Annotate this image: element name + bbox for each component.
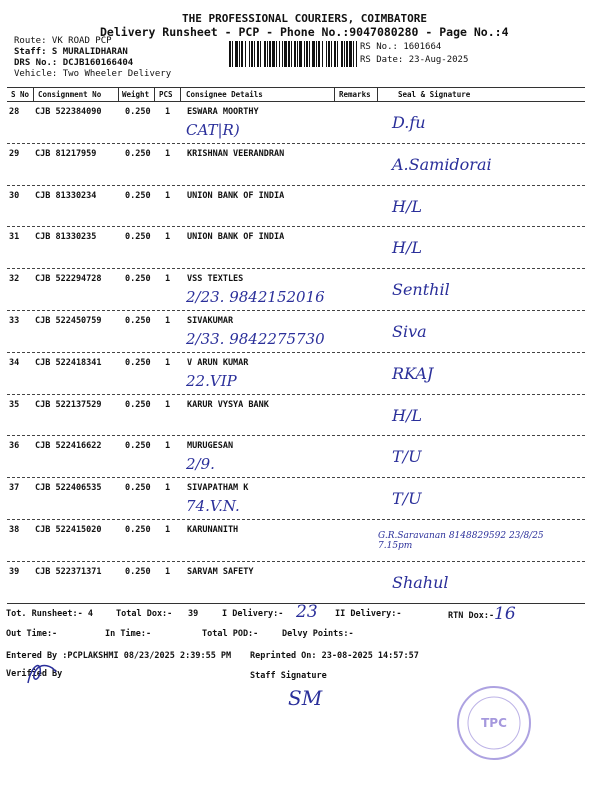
row-consignee: KARUNANITH (187, 525, 239, 535)
barcode-bar (337, 41, 338, 67)
row-consignment: CJB 522416622 (35, 441, 102, 452)
barcode-bar (276, 41, 277, 67)
handwritten-note: CAT|R) (186, 121, 240, 139)
barcode-bar (235, 41, 238, 67)
row-consignee: V ARUN KUMAR (187, 357, 249, 368)
route: Route: VK ROAD PCP (14, 36, 112, 46)
row-weight: 0.250 (125, 107, 151, 117)
row-separator (7, 519, 585, 520)
row-separator (7, 394, 585, 395)
col-seal-signature: Seal & Signature (398, 90, 471, 99)
row-sno: 33 (9, 316, 20, 326)
col-divider (180, 88, 181, 101)
row-sno: 34 (9, 357, 20, 368)
rtn-dox-value: 16 (494, 604, 516, 624)
row-weight: 0.250 (125, 232, 151, 243)
barcode-bar (254, 41, 255, 67)
row-consignment: CJB 81217959 (35, 148, 97, 159)
row-pcs: 1 (165, 483, 171, 494)
courier-stamp (455, 684, 533, 762)
barcode-bar (279, 41, 280, 67)
col-divider (33, 88, 34, 101)
total-pod: Total POD:- (202, 629, 259, 639)
handwritten-signature: Senthil (392, 280, 450, 300)
row-consignment: CJB 522418341 (35, 357, 102, 368)
delvy-points: Delvy Points:- (282, 629, 354, 639)
row-consignment: CJB 522371371 (35, 566, 102, 577)
row-pcs: 1 (165, 190, 171, 201)
staff-signature-label: Staff Signature (250, 671, 327, 681)
out-time: Out Time:- (6, 629, 58, 639)
barcode-bar (264, 41, 266, 67)
row-weight: 0.250 (125, 566, 151, 577)
row-sno: 32 (9, 274, 20, 285)
row-pcs: 1 (165, 399, 171, 410)
barcode-bar (344, 41, 345, 67)
stamp-text: TPC (481, 716, 507, 730)
runsheet-title: Delivery Runsheet - PCP - Phone No.:9047080280 - Page No.:4 (100, 25, 509, 39)
barcode-bar (269, 41, 271, 67)
handwritten-signature: T/U (392, 447, 422, 467)
row-consignment: CJB 522384090 (35, 107, 102, 117)
col-divider (334, 88, 335, 101)
barcode-bar (304, 41, 305, 67)
total-dox-value: 39 (188, 609, 199, 619)
i-delivery-label: I Delivery:- (222, 609, 284, 619)
handwritten-signature: Shahul (392, 572, 449, 592)
barcode-bar (299, 41, 302, 67)
barcode-bar (306, 41, 308, 67)
handwritten-signature: G.R.Saravanan 8148829592 23/8/25 7.15pm (378, 531, 544, 551)
rs-box (360, 41, 468, 67)
barcode-bar (328, 41, 330, 67)
tot-runsheet: Tot. Runsheet:- 4 (6, 609, 93, 619)
barcode-bar (322, 41, 323, 67)
row-separator (7, 435, 585, 436)
row-separator (7, 226, 585, 227)
row-sno: 37 (9, 483, 20, 494)
handwritten-note: 74.V.N. (186, 497, 240, 516)
barcode-bar (288, 41, 290, 67)
barcode-bar (316, 41, 317, 67)
handwritten-signature: Siva (392, 322, 427, 341)
row-separator (7, 352, 585, 353)
row-pcs: 1 (165, 525, 171, 535)
row-consignment: CJB 81330235 (35, 232, 97, 243)
handwritten-note: 2/33. 9842275730 (186, 330, 325, 348)
row-separator (7, 268, 585, 269)
row-pcs: 1 (165, 441, 171, 452)
barcode-bar (229, 41, 231, 67)
barcode-bar (326, 41, 327, 67)
row-consignment: CJB 81330234 (35, 190, 97, 201)
verifier-signature (22, 658, 62, 688)
route-info (14, 36, 171, 80)
row-consignment: CJB 522415020 (35, 525, 102, 535)
barcode-bar (260, 41, 261, 67)
row-weight: 0.250 (125, 190, 151, 201)
barcode-bar (331, 41, 332, 67)
col-consignee: Consignee Details (186, 90, 263, 99)
barcode-bar (309, 41, 310, 67)
staff-signature: SM (288, 686, 323, 710)
drs-number: DRS No.: DCJB160166404 (14, 58, 134, 68)
handwritten-signature: H/L (392, 238, 422, 258)
col-divider (118, 88, 119, 101)
row-consignee: MURUGESAN (187, 441, 234, 452)
barcode-bar (282, 41, 283, 67)
col-remarks: Remarks (339, 90, 371, 99)
reprinted-on: Reprinted On: 23-08-2025 14:57:57 (250, 651, 419, 661)
row-consignee: UNION BANK OF INDIA (187, 232, 285, 243)
ii-delivery-label: II Delivery:- (335, 609, 402, 619)
barcode-bar (334, 41, 336, 67)
row-pcs: 1 (165, 566, 171, 577)
barcode-bar (349, 41, 352, 67)
rs-number: RS No.: 1601664 (360, 42, 442, 52)
handwritten-signature: T/U (392, 489, 422, 509)
total-dox-label: Total Dox:- (116, 609, 173, 619)
barcode-bar (257, 41, 259, 67)
row-pcs: 1 (165, 274, 171, 285)
barcode-bar (284, 41, 287, 67)
row-consignee: KRISHNAN VEERANDRAN (187, 148, 285, 159)
barcode-bar (272, 41, 275, 67)
rtn-dox-label: RTN Dox:- (448, 611, 495, 621)
row-sno: 36 (9, 441, 20, 452)
handwritten-note: 2/23. 9842152016 (186, 288, 325, 307)
barcode-bar (353, 41, 354, 67)
row-consignee: UNION BANK OF INDIA (187, 190, 285, 201)
row-weight: 0.250 (125, 274, 151, 285)
handwritten-signature: H/L (392, 405, 422, 425)
row-sno: 28 (9, 107, 20, 117)
row-sno: 29 (9, 148, 20, 159)
row-separator (7, 561, 585, 562)
row-weight: 0.250 (125, 316, 151, 326)
barcode-bar (346, 41, 348, 67)
row-pcs: 1 (165, 316, 171, 326)
handwritten-signature: D.fu (392, 113, 426, 132)
barcode-bar (249, 41, 250, 67)
table-head-rule (7, 101, 585, 102)
col-consignment: Consignment No (38, 90, 102, 99)
row-weight: 0.250 (125, 441, 151, 452)
handwritten-signature: A.Samidorai (392, 154, 492, 174)
barcode-bar (294, 41, 296, 67)
company-name: THE PROFESSIONAL COURIERS, COIMBATORE (182, 12, 428, 25)
row-consignee: KARUR VYSYA BANK (187, 399, 269, 410)
row-pcs: 1 (165, 107, 171, 117)
barcode-bar (245, 41, 246, 67)
barcode-bar (241, 41, 243, 67)
row-consignee: ESWARA MOORTHY (187, 107, 259, 117)
col-divider (154, 88, 155, 101)
handwritten-note: 22.VIP (186, 371, 237, 390)
row-consignee: VSS TEXTLES (187, 274, 244, 285)
handwritten-signature: RKAJ (392, 363, 434, 383)
row-consignee: SIVAPATHAM K (187, 483, 249, 494)
col-divider (377, 88, 378, 101)
barcode-bar (239, 41, 240, 67)
rs-date: RS Date: 23-Aug-2025 (360, 55, 469, 65)
barcode-bar (291, 41, 292, 67)
row-sno: 30 (9, 190, 20, 201)
row-weight: 0.250 (125, 525, 151, 535)
staff: Staff: S MURALIDHARAN (14, 47, 128, 57)
row-sno: 31 (9, 232, 20, 243)
barcode-bar (312, 41, 315, 67)
entered-by: Entered By :PCPLAKSHMI 08/23/2025 2:39:55 PM (6, 651, 232, 661)
row-consignment: CJB 522406535 (35, 483, 102, 494)
row-weight: 0.250 (125, 148, 151, 159)
row-separator (7, 477, 585, 478)
barcode-bar (267, 41, 268, 67)
row-consignment: CJB 522137529 (35, 399, 102, 410)
col-weight: Weight (122, 90, 150, 99)
barcode-icon (229, 41, 357, 67)
row-sno: 35 (9, 399, 20, 410)
row-consignment: CJB 522294728 (35, 274, 102, 285)
in-time: In Time:- (105, 629, 152, 639)
row-consignee: SIVAKUMAR (187, 316, 234, 326)
barcode-bar (341, 41, 343, 67)
barcode-bar (232, 41, 233, 67)
row-sno: 39 (9, 566, 20, 577)
col-sno: S No (11, 90, 30, 99)
barcode-bar (297, 41, 298, 67)
row-separator (7, 310, 585, 311)
row-sno: 38 (9, 525, 20, 535)
handwritten-note: 2/9. (186, 455, 215, 474)
barcode-bar (318, 41, 320, 67)
barcode-bar (356, 41, 357, 67)
col-pcs: PCS (159, 90, 173, 99)
row-consignment: CJB 522450759 (35, 316, 102, 326)
row-separator (7, 143, 585, 144)
barcode-bar (251, 41, 253, 67)
handwritten-signature: H/L (392, 196, 422, 216)
row-pcs: 1 (165, 357, 171, 368)
row-weight: 0.250 (125, 399, 151, 410)
row-pcs: 1 (165, 232, 171, 243)
row-weight: 0.250 (125, 483, 151, 494)
row-separator (7, 185, 585, 186)
row-weight: 0.250 (125, 357, 151, 368)
verified-by: Verified By (6, 669, 63, 679)
row-consignee: SARVAM SAFETY (187, 566, 254, 577)
table-top-rule (7, 87, 585, 88)
i-delivery-value: 23 (296, 602, 318, 622)
row-pcs: 1 (165, 148, 171, 159)
vehicle: Vehicle: Two Wheeler Delivery (14, 69, 172, 79)
